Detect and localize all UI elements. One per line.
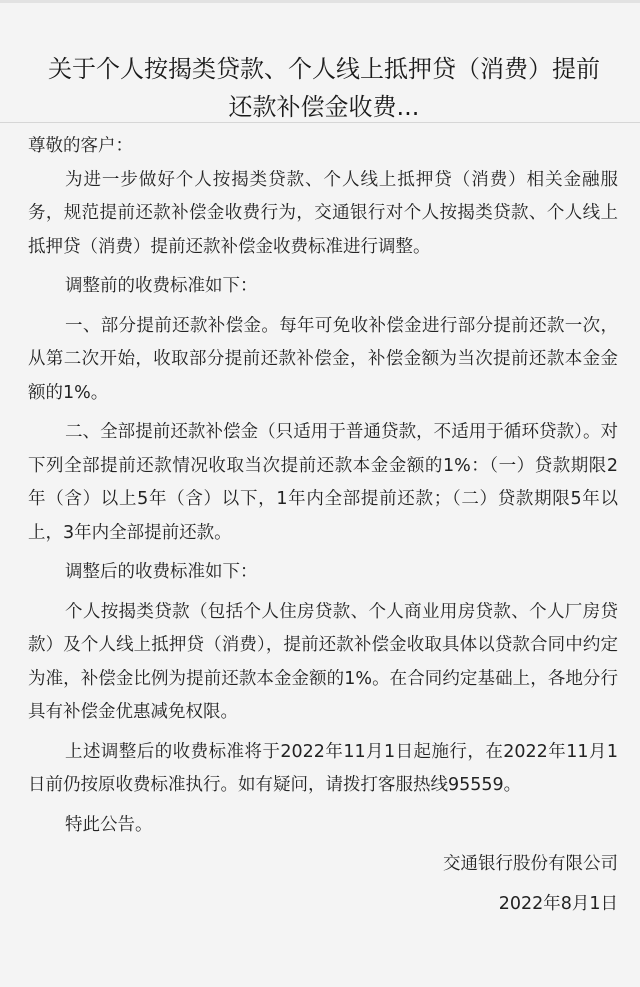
signature-company: 交通银行股份有限公司 bbox=[443, 854, 618, 874]
signature-date: 2022年8月1日 bbox=[498, 893, 618, 914]
greeting: 尊敬的客户： bbox=[28, 136, 133, 156]
paragraph-before-heading: 调整前的收费标准如下： bbox=[65, 276, 258, 296]
paragraph-new-standard: 个人按揭类贷款（包括个人住房贷款、个人商业用房贷款、个人厂房贷款）及个人线上抵押贷（消费），提前还款补偿金收取具体以贷款合同中约定为准，补偿金比例为提前还款本金金额的1%。在合同约定基础上，各地分行具有补偿金优惠减免权限。 bbox=[28, 601, 618, 722]
paragraph-partial-repayment: 一、部分提前还款补偿金。每年可免收补偿金进行部分提前还款一次，从第二次开始，收取部分提前还款补偿金，补偿金额为当次提前还款本金金额的1%。 bbox=[28, 315, 618, 403]
paragraph-intro: 为进一步做好个人按揭类贷款、个人线上抵押贷（消费）相关金融服务，规范提前还款补偿金收费行为，交通银行对个人按揭类贷款、个人线上抵押贷（消费）提前还款补偿金收费标准进行调整。 bbox=[28, 169, 618, 257]
paragraph-closing: 特此公告。 bbox=[65, 814, 153, 835]
notice-body bbox=[28, 130, 618, 921]
notice-title: 关于个人按揭类贷款、个人线上抵押贷（消费）提前还款补偿金收费... bbox=[48, 55, 600, 121]
title-divider bbox=[0, 122, 640, 123]
paragraph-effective-date: 上述调整后的收费标准将于2022年11月1日起施行，在2022年11月1日前仍按原收费标准执行。如有疑问，请拨打客服热线95559。 bbox=[28, 741, 618, 795]
top-bar bbox=[0, 0, 640, 3]
paragraph-after-heading: 调整后的收费标准如下： bbox=[65, 562, 258, 582]
paragraph-full-repayment: 二、全部提前还款补偿金（只适用于普通贷款，不适用于循环贷款）。对下列全部提前还款情况收取当次提前还款本金金额的1%：（一）贷款期限2年（含）以上5年（含）以下，1年内全部提前还款；（二）贷款期限5年以上，3年内全部提前还款。 bbox=[28, 422, 618, 543]
